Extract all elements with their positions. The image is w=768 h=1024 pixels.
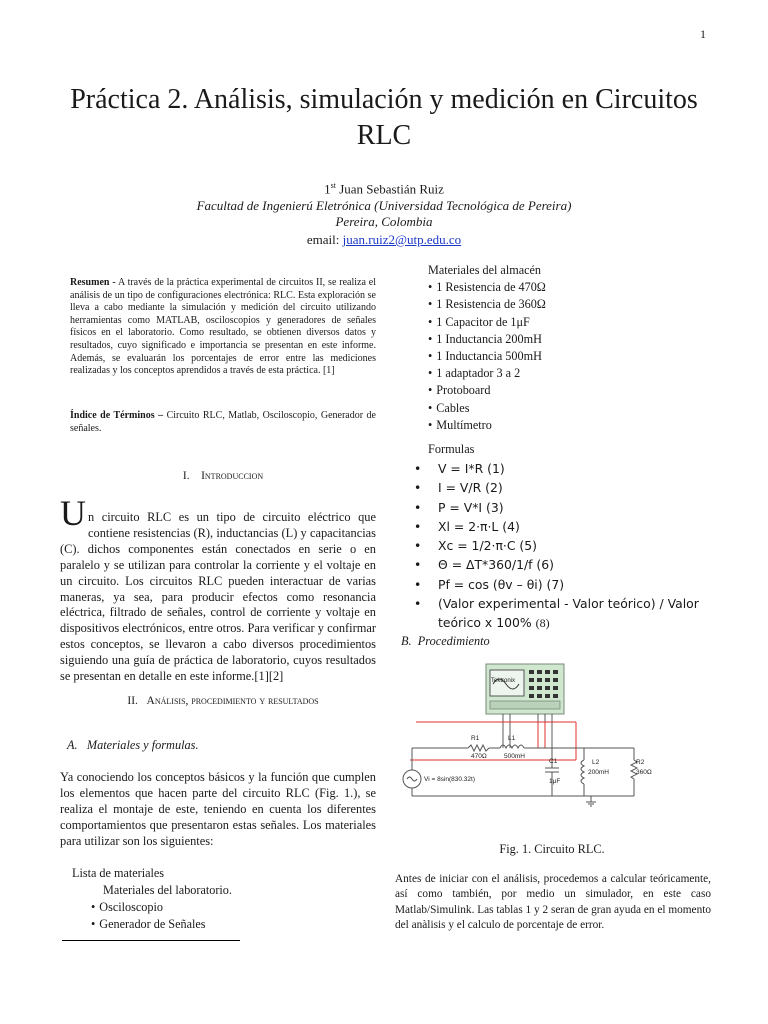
formula-eq: Xl = 2·π·L (4) (438, 518, 520, 534)
list-item: • 1 Inductancia 200mH (428, 331, 546, 348)
circuit-diagram (398, 660, 708, 810)
formula-item (414, 478, 724, 497)
author-ordinal-suffix: st (330, 181, 336, 190)
source-label: Vi = 8sin(830.32t) (424, 776, 476, 783)
formula-eq: Xc = 1/2·π·C (5) (438, 538, 537, 554)
formula-eq: (Valor experimental - Valor teórico) / Valor teórico x 100% (438, 596, 699, 631)
store-materials-list (428, 279, 546, 434)
author-name: Juan Sebastián Ruiz (339, 181, 444, 197)
c1-value: 1μF (549, 778, 561, 785)
formula-item (414, 517, 724, 536)
subsection-a-heading (67, 738, 199, 753)
list-item: • 1 Capacitor de 1μF (428, 314, 546, 331)
introduction-paragraph (60, 493, 376, 685)
formula-item (414, 498, 724, 517)
subsection-b-title: Procedimiento (417, 634, 490, 648)
abstract-text: A través de la práctica experimental de circuitos II, se realiza el análisis de un tipo de configuraciones electrónica: RLC. Esta exploración se lleva a cabo mediante la simulación y medición del circuito utilizando herramientas como MATLAB, osciloscopios y generadores de señales físicos en el laboratorio. Como resultado, se obtienen diversos datos y resultados, cuyo significado e importancia se presentan en este informe. Además, se evaluarán los porcentajes de error entre las mediciones realizadas y los conceptos aprendidos a través de esta práctica. [1] (70, 277, 377, 377)
author-line (0, 181, 768, 197)
l1-symbol (500, 745, 524, 748)
index-terms (70, 410, 376, 435)
section-2-title: Análisis, procedimiento y resultados (146, 695, 319, 707)
figure-caption: Fig. 1. Circuito RLC. (499, 842, 605, 856)
l1-value: 500mH (504, 753, 525, 760)
r2-label: R2 (636, 759, 645, 766)
list-item: • 1 Resistencia de 360Ω (428, 296, 546, 313)
l2-label: L2 (592, 759, 600, 766)
index-terms-text: Circuito RLC, Matlab, Osciloscopio, Generador de señales. (70, 410, 376, 434)
formula-eq: I = V/R (2) (438, 480, 503, 496)
l2-value: 200mH (588, 769, 609, 776)
formula-item (414, 575, 724, 594)
r1-label: R1 (471, 735, 480, 742)
abstract (70, 277, 376, 378)
r1-symbol (468, 745, 489, 751)
list-item: • Osciloscopio (91, 899, 232, 916)
r2-value: 360Ω (636, 769, 652, 776)
l1-label: L1 (508, 735, 516, 742)
store-materials-block (428, 262, 546, 434)
list-item: • 1 Resistencia de 470Ω (428, 279, 546, 296)
email-line (0, 232, 768, 248)
affiliation-line-2: Pereira, Colombia (335, 214, 433, 229)
section-1-title: Introduccion (201, 470, 264, 482)
list-item: • 1 Inductancia 500mH (428, 348, 546, 365)
store-materials-title: Materiales del almacén (428, 263, 542, 277)
formula-eq: P = V*I (3) (438, 499, 504, 515)
section-2-number: II. (127, 695, 138, 707)
paper-title: Práctica 2. Análisis, simulación y medición en Circuitos RLC (70, 84, 698, 151)
list-item: • 1 adaptador 3 a 2 (428, 365, 546, 382)
formula-item (414, 594, 724, 634)
lab-materials-title: Materiales del laboratorio. (103, 883, 232, 897)
materials-list-block (72, 865, 232, 933)
lab-materials-list (72, 899, 232, 933)
list-item: • Cables (428, 400, 546, 417)
formula-item (414, 555, 724, 574)
list-item: • Protoboard (428, 382, 546, 399)
abstract-label: Resumen - (70, 277, 116, 288)
section-1-number: I. (182, 470, 190, 482)
materials-paragraph: Ya conociendo los conceptos básicos y la función que cumplen los elementos que hacen parte del circuito RLC (Fig. 1.), se realiza el montaje de este, teniendo en cuenta los diferentes comportamientos que presentaron estas señales. Los materiales para utilizar son los siguientes: (60, 770, 376, 848)
introduction-text: n circuito RLC es un tipo de circuito eléctrico que contiene resistencias (R), inductancias (L) y capacitancias (C). dichos componentes están conectados en serie o en paralelo y se utilizan para controlar la corriente y el voltaje en un circuito. Los circuitos RLC pueden interactuar de varias maneras, ya sea, para producir efectos como resonancia eléctrica, filtrado de señales, control de corriente y voltaje en dispositivos electrónicos, entre otros. Para verificar y confirmar estos conceptos, se llevaron a cabo diversos procedimientos siguiendo una guía de práctica de laboratorio, cuyos resultados se presentan en detalle en este informe.[1][2] (60, 510, 376, 684)
formulas-title: Formulas (428, 442, 475, 456)
affiliation (0, 198, 768, 230)
materials-list-title: Lista de materiales (72, 866, 165, 880)
index-terms-label: Índice de Términos – (70, 410, 164, 421)
formulas-list (414, 459, 724, 634)
section-2-heading (70, 695, 376, 707)
l2-symbol (581, 760, 584, 784)
affiliation-line-1: Facultad de Ingenierú Eletrónica (Universidad Tecnológica de Pereira) (196, 198, 572, 213)
formula-eq: Θ = ΔT*360/1/f (6) (438, 557, 554, 573)
section-1-heading (70, 470, 376, 482)
subsection-b-heading (401, 634, 490, 649)
procedure-paragraph: Antes de iniciar con el análisis, procedemos a calcular teóricamente, así como también, por medio un simulador, en este caso Matlab/Simulink. Las tablas 1 y 2 seran de gran ayuda en el momento del anàlisis y el calculo de porcentaje de error. (395, 873, 711, 931)
formula-eq: V = I*R (1) (438, 461, 505, 476)
formula-item (414, 536, 724, 555)
formula-number: (8) (535, 616, 550, 631)
r1-value: 470Ω (471, 753, 487, 760)
dropcap-letter: U (60, 493, 86, 533)
list-item: • Multímetro (428, 417, 546, 434)
subsection-a-title: Materiales y formulas. (86, 738, 199, 752)
formula-eq: Pf = cos (θv – θi) (7) (438, 576, 565, 592)
scope-label: Tektronix (491, 678, 516, 684)
list-item: • Generador de Señales (91, 916, 232, 933)
footnote-rule (62, 940, 240, 941)
subsection-b-label: B. (401, 634, 412, 648)
author-ordinal: 1 (324, 181, 331, 197)
c1-label: C1 (549, 758, 558, 765)
subsection-a-label: A. (67, 738, 78, 752)
email-label: email: (306, 232, 340, 247)
formula-item (414, 459, 724, 478)
email-link[interactable]: juan.ruiz2@utp.edu.co (342, 232, 462, 247)
page-number: 1 (700, 27, 706, 41)
oscilloscope (486, 664, 564, 714)
